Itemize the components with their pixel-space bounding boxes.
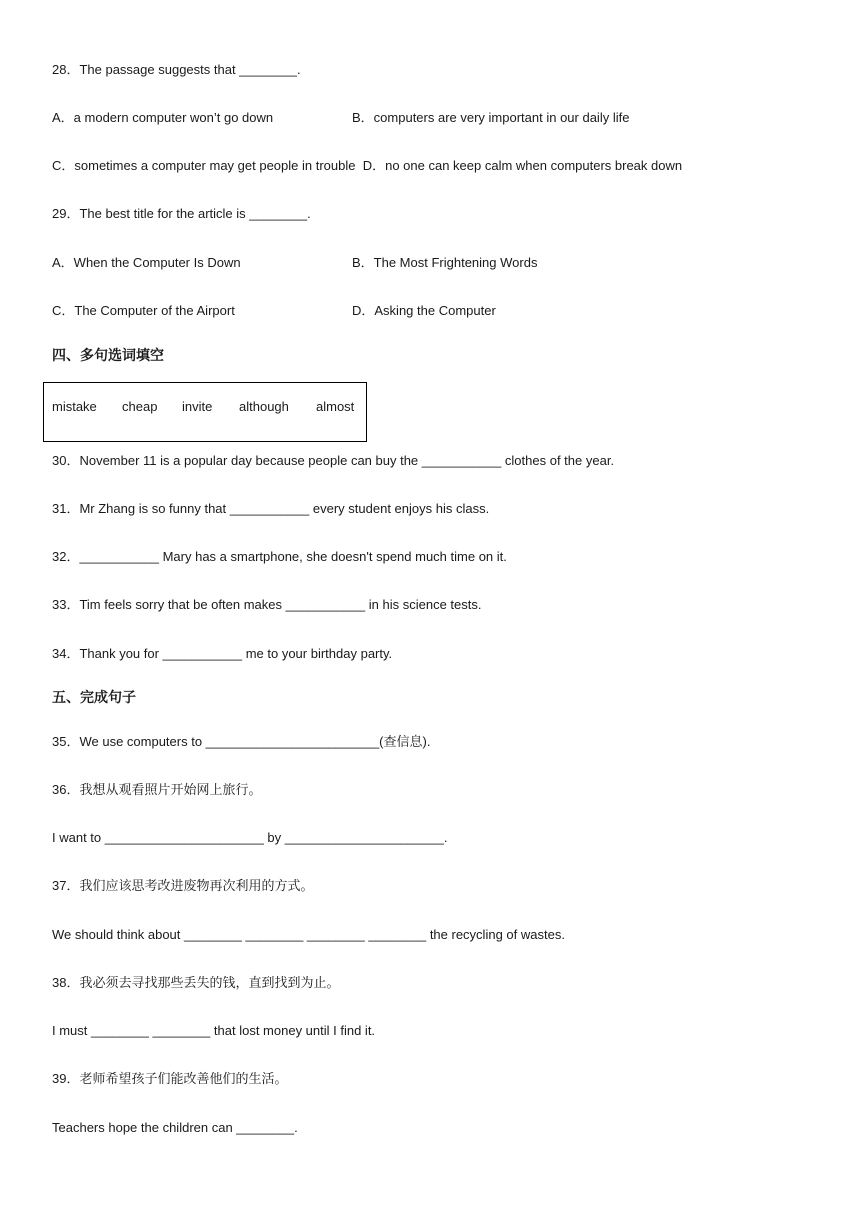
question-38-chinese: 38．我必须去寻找那些丢失的钱，直到找到为止。 <box>52 975 340 990</box>
question-29-option-b: B．The Most Frightening Words <box>352 255 538 270</box>
question-33: 33．Tim feels sorry that be often makes ___________ in his science tests. <box>52 597 482 612</box>
question-36-english: I want to ______________________ by ______________________. <box>52 830 448 845</box>
word-bank-item: almost <box>316 399 355 414</box>
question-39-chinese: 39．老师希望孩子们能改善他们的生活。 <box>52 1071 288 1086</box>
question-29-option-a: A．When the Computer Is Down <box>52 255 241 270</box>
question-35: 35．We use computers to ________________________(查信息). <box>52 734 431 749</box>
word-bank-item: mistake <box>52 399 97 414</box>
question-28-options-c-d: C．sometimes a computer may get people in trouble D．no one can keep calm when computers break down <box>52 158 683 173</box>
question-37-english: We should think about ________ ________ ________ ________ the recycling of wastes. <box>52 927 565 942</box>
question-28-option-a: A．a modern computer won’t go down <box>52 110 274 125</box>
question-29-option-d: D．Asking the Computer <box>352 303 496 318</box>
question-32: 32．___________ Mary has a smartphone, she doesn't spend much time on it. <box>52 549 507 564</box>
question-36-chinese: 36．我想从观看照片开始网上旅行。 <box>52 782 262 797</box>
section-4-title: 四、多句选词填空 <box>52 347 164 363</box>
question-29-stem: 29．The best title for the article is ________. <box>52 206 311 221</box>
question-34: 34．Thank you for ___________ me to your birthday party. <box>52 646 393 661</box>
word-bank-item: invite <box>182 399 213 414</box>
question-39-english: Teachers hope the children can ________. <box>52 1120 298 1135</box>
question-38-english: I must ________ ________ that lost money until I find it. <box>52 1023 376 1038</box>
word-bank-item: although <box>239 399 289 414</box>
question-30: 30．November 11 is a popular day because people can buy the ___________ clothes of the year. <box>52 453 615 468</box>
section-5-title: 五、完成句子 <box>52 689 136 705</box>
question-31: 31．Mr Zhang is so funny that ___________ every student enjoys his class. <box>52 501 490 516</box>
word-bank-box <box>43 382 367 442</box>
question-28-option-b: B．computers are very important in our daily life <box>352 110 630 125</box>
question-29-option-c: C．The Computer of the Airport <box>52 303 235 318</box>
word-bank-item: cheap <box>122 399 158 414</box>
question-28-stem: 28．The passage suggests that ________. <box>52 62 301 77</box>
question-37-chinese: 37．我们应该思考改进废物再次利用的方式。 <box>52 878 314 893</box>
